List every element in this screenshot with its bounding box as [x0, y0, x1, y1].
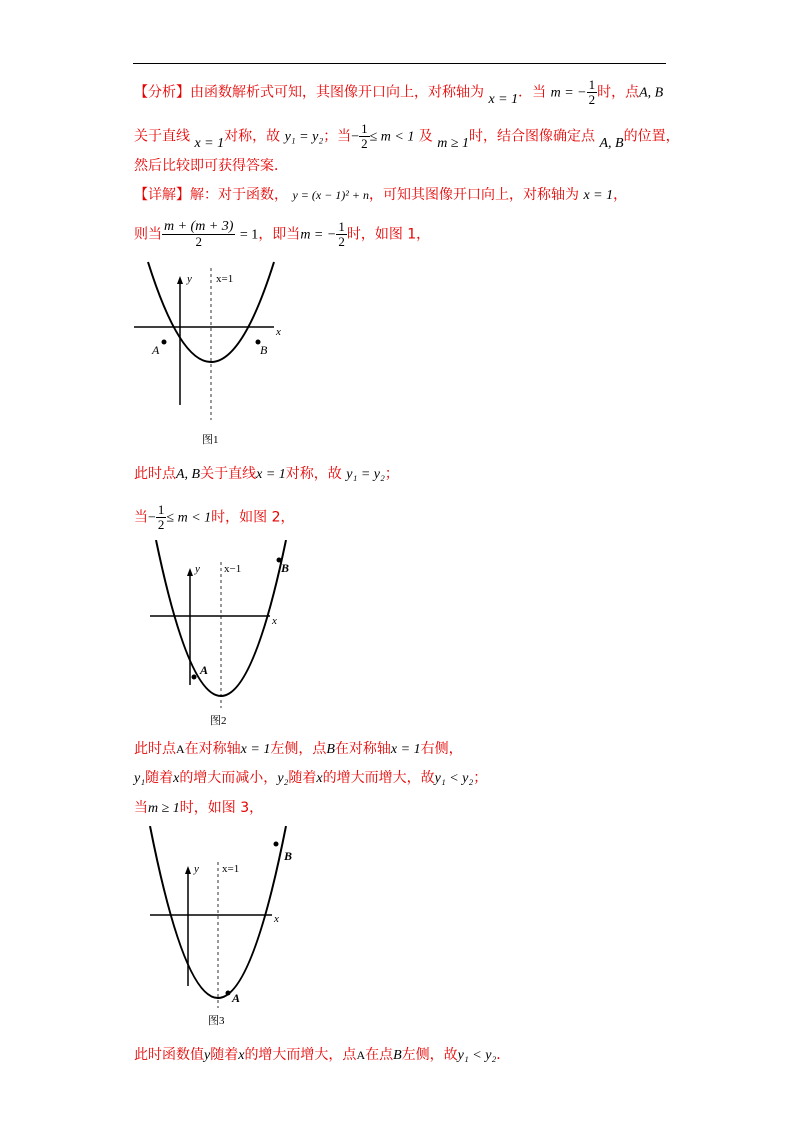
math: y	[204, 1048, 211, 1063]
analysis-line-2	[134, 122, 680, 151]
figure-1-graph	[134, 260, 290, 450]
text: 在对称轴	[184, 741, 241, 757]
text: 左侧，故	[401, 1047, 458, 1063]
math: A, B	[176, 467, 201, 482]
text: 由函数解析式可知，其图像开口向上，对称轴为	[190, 84, 484, 101]
math: −	[148, 510, 156, 526]
point-b-label: B	[260, 343, 268, 357]
text: ，即当	[258, 226, 301, 243]
math: x = 1	[488, 91, 519, 107]
math: y₁ < y₂	[434, 771, 474, 786]
point-a-dot	[226, 991, 231, 996]
text: 的增大而减小，	[179, 770, 278, 786]
fraction	[587, 78, 598, 107]
math: A	[356, 1048, 366, 1062]
math: B	[326, 742, 335, 757]
frac-num: 1	[338, 219, 345, 234]
figure-2-graph	[148, 540, 298, 732]
math: m ≥ 1	[437, 135, 470, 151]
point-a-dot	[162, 340, 167, 345]
math: x = 1	[583, 188, 614, 203]
text: 右侧，	[420, 741, 463, 757]
analysis-tag: 【分析】	[134, 84, 190, 101]
math: x	[173, 771, 180, 786]
math: y₁ = y₂	[346, 467, 385, 482]
text: 对称，故	[285, 466, 342, 482]
text: 随着	[288, 770, 317, 786]
point-b-label: B	[284, 849, 293, 863]
y-axis-arrow	[177, 276, 183, 284]
fraction	[156, 503, 167, 532]
frac-den: 2	[338, 234, 345, 249]
math: m ≥ 1	[148, 801, 180, 816]
point-a-label: A	[232, 991, 241, 1005]
frac-num: 1	[361, 121, 368, 136]
top-rule	[133, 63, 666, 64]
math: = 1	[239, 227, 259, 243]
text: 时，点	[597, 84, 640, 101]
text: ．	[496, 1047, 511, 1063]
math: x	[316, 771, 323, 786]
y-label: y	[187, 273, 192, 285]
case-2-line	[134, 503, 295, 532]
figure-caption: 图3	[208, 1015, 225, 1027]
math: ≤ m < 1	[166, 510, 212, 526]
y-axis-arrow	[185, 866, 191, 874]
axis-label: x=1	[216, 273, 234, 285]
text: 时，如图 1，	[346, 226, 431, 243]
math: x = 1	[390, 742, 421, 757]
y-axis-arrow	[187, 568, 193, 576]
figure-3-graph	[148, 826, 298, 1032]
text: 的增大而增大，故	[322, 770, 435, 786]
point-a-label: A	[152, 343, 160, 357]
math: y = (x − 1)² + n	[292, 188, 369, 202]
text: 时，结合图像确定点	[469, 128, 596, 145]
text: ，	[613, 187, 628, 203]
analysis-line-3	[134, 157, 288, 175]
figure-2	[148, 540, 298, 732]
frac-den: 2	[195, 234, 202, 249]
text: ；当	[323, 128, 352, 145]
analysis-line-1	[134, 78, 663, 107]
figure-caption: 图2	[210, 715, 227, 727]
math: y₁ < y₂	[457, 1048, 497, 1063]
math: A, B	[599, 135, 624, 151]
after-fig2-line	[134, 740, 463, 759]
text: 此时函数值	[134, 1047, 204, 1063]
fraction	[359, 122, 370, 151]
detail-line-2	[134, 220, 430, 249]
final-line	[134, 1046, 510, 1065]
fraction	[162, 220, 235, 249]
text: 时，如图 2，	[211, 509, 295, 526]
frac-den: 2	[361, 136, 368, 151]
frac-den: 2	[157, 517, 165, 532]
detail-tag: 【详解】	[134, 187, 190, 203]
text: 此时点	[134, 741, 176, 757]
axis-label: x=1	[222, 863, 240, 875]
math: x = 1	[256, 467, 286, 482]
text: 然后比较即可获得答案．	[134, 158, 288, 174]
detail-line-1	[134, 186, 627, 205]
text: 及	[418, 128, 433, 145]
figure-caption: 图1	[202, 434, 219, 446]
point-a-label: A	[200, 663, 209, 677]
after-fig2-line-2	[134, 769, 487, 788]
frac-num: 1	[157, 502, 165, 517]
math: m = −	[550, 85, 587, 101]
text: 左侧，点	[270, 741, 327, 757]
figure-3	[148, 826, 298, 1032]
math: x = 1	[240, 742, 271, 757]
math: B	[393, 1048, 402, 1063]
figure-1	[134, 260, 290, 450]
frac-num: m + (m + 3)	[164, 219, 234, 234]
after-fig1-line	[134, 465, 399, 484]
y-label: y	[195, 563, 200, 575]
text: 此时点	[134, 466, 176, 482]
text: 当	[134, 800, 148, 816]
frac-num: 1	[588, 77, 596, 92]
text: 关于直线	[134, 128, 190, 145]
math: ≤ m < 1	[369, 129, 415, 145]
text: 当	[134, 509, 148, 526]
math: −	[351, 129, 360, 145]
math: y₁	[134, 771, 146, 786]
axis-label: x−1	[224, 563, 242, 575]
text: 解：对于函数，	[190, 187, 288, 203]
math: x = 1	[194, 135, 225, 151]
text: 在对称轴	[334, 741, 391, 757]
fraction	[336, 220, 347, 249]
text: 对称，故	[224, 128, 281, 145]
text: 随着	[210, 1047, 239, 1063]
text: ．当	[518, 84, 547, 101]
text: ；	[384, 466, 399, 482]
text: 的位置，	[623, 128, 680, 145]
x-label: x	[272, 615, 277, 627]
math: x	[238, 1048, 245, 1063]
x-label: x	[276, 326, 281, 338]
math: y₂	[277, 771, 289, 786]
math: m = −	[300, 227, 337, 243]
frac-den: 2	[588, 92, 596, 107]
x-label: x	[274, 913, 279, 925]
text: 在点	[365, 1047, 394, 1063]
text: 关于直线	[200, 466, 257, 482]
math: A, B	[639, 85, 664, 101]
text: 随着	[145, 770, 174, 786]
text: 的增大而增大，点	[244, 1047, 357, 1063]
text: ，可知其图像开口向上，对称轴为	[369, 187, 579, 203]
point-a-dot	[192, 675, 197, 680]
math: A	[176, 742, 185, 756]
text: 时，如图 3，	[179, 800, 264, 816]
case-3-line	[134, 799, 263, 818]
y-label: y	[194, 863, 199, 875]
text: 则当	[134, 226, 162, 243]
point-b-dot	[274, 842, 279, 847]
math: y₁ = y₂	[284, 129, 324, 145]
point-b-label: B	[281, 561, 290, 575]
text: ；	[473, 770, 488, 786]
